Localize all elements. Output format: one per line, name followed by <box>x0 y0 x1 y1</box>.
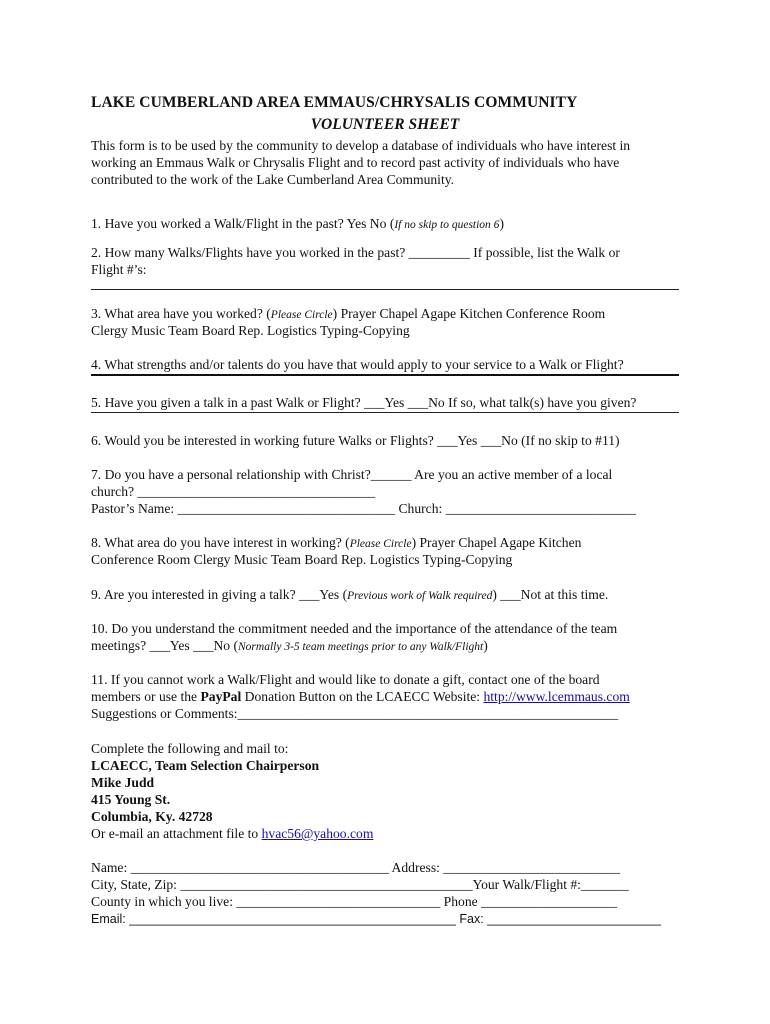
question-10-note: Normally 3-5 team meetings prior to any Walk/Flight <box>238 641 484 653</box>
question-5: 5. Have you given a talk in a past Walk or Flight? ___Yes ___No If so, what talk(s) have you given? <box>91 395 637 410</box>
question-11-line-2 <box>91 688 630 705</box>
question-10-pre: meetings? ___Yes ___No ( <box>91 638 239 653</box>
email-fax-field: Email: _______________________________________________ Fax: _________________________ <box>91 912 661 926</box>
email-line <box>91 825 373 842</box>
question-11-pre: members or use the <box>91 689 201 704</box>
question-1-close: ) <box>499 216 504 231</box>
page-subtitle: VOLUNTEER SHEET <box>310 116 460 133</box>
question-3-line-2: Clergy Music Team Board Rep. Logistics Typing-Copying <box>91 323 410 338</box>
question-10-line-2 <box>91 637 488 656</box>
answer-line-q4 <box>91 374 679 376</box>
email-pre: Or e-mail an attachment file to <box>91 826 262 841</box>
question-8-post: ) Prayer Chapel Agape Kitchen <box>411 535 582 550</box>
question-1 <box>91 215 504 234</box>
question-6: 6. Would you be interested in working future Walks or Flights? ___Yes ___No (If no skip to #11) <box>91 433 620 448</box>
question-9-post: ) ___Not at this time. <box>492 587 609 602</box>
email-link[interactable]: hvac56@yahoo.com <box>261 826 374 841</box>
question-3-note: Please Circle <box>270 309 333 321</box>
question-3-pre: 3. What area have you worked? ( <box>91 306 271 321</box>
question-10-post: ) <box>483 638 488 653</box>
page-title: LAKE CUMBERLAND AREA EMMAUS/CHRYSALIS COMMUNITY <box>91 94 578 111</box>
question-7-line-3: Pastor’s Name: ________________________________ Church: ____________________________ <box>91 501 636 516</box>
question-11-line-1: 11. If you cannot work a Walk/Flight and would like to donate a gift, contact one of the board <box>91 672 600 687</box>
question-9 <box>91 586 608 605</box>
answer-line-q2 <box>91 289 679 290</box>
question-4: 4. What strengths and/or talents do you have that would apply to your service to a Walk or Flight? <box>91 357 624 372</box>
county-phone-field: County in which you live: ______________________________ Phone ____________________ <box>91 894 617 909</box>
question-7-line-1: 7. Do you have a personal relationship with Christ?______ Are you an active member of a local <box>91 467 613 482</box>
intro-line-3: contributed to the work of the Lake Cumberland Area Community. <box>91 172 455 187</box>
question-2-line-1: 2. How many Walks/Flights have you worked in the past? _________ If possible, list the Walk or <box>91 245 620 260</box>
question-3-post: ) Prayer Chapel Agape Kitchen Conference Room <box>332 306 606 321</box>
website-link[interactable]: http://www.lcemmaus.com <box>483 689 630 704</box>
mail-city: Columbia, Ky. 42728 <box>91 809 213 824</box>
city-walk-field: City, State, Zip: ___________________________________________Your Walk/Flight #:_______ <box>91 877 629 892</box>
question-8-pre: 8. What area do you have interest in working? ( <box>91 535 350 550</box>
question-7-line-2: church? ___________________________________ <box>91 484 376 499</box>
paypal-label: PayPal <box>200 689 242 704</box>
question-2-line-2: Flight #’s: <box>91 262 147 277</box>
suggestions-line: Suggestions or Comments:________________________________________________________ <box>91 706 619 721</box>
question-11-mid: Donation Button on the LCAECC Website: <box>241 689 484 704</box>
intro-line-2: working an Emmaus Walk or Chrysalis Flight and to record past activity of individuals who have <box>91 155 620 170</box>
intro-line-1: This form is to be used by the community to develop a database of individuals who have interest in <box>91 138 631 153</box>
question-8-line-2: Conference Room Clergy Music Team Board Rep. Logistics Typing-Copying <box>91 552 513 567</box>
question-1-text: 1. Have you worked a Walk/Flight in the past? Yes No ( <box>91 216 395 231</box>
mail-intro: Complete the following and mail to: <box>91 741 289 756</box>
question-9-pre: 9. Are you interested in giving a talk? ___Yes ( <box>91 587 348 602</box>
question-9-note: Previous work of Walk required <box>347 590 493 602</box>
question-1-note: If no skip to question 6 <box>394 219 500 231</box>
mail-street: 415 Young St. <box>91 792 171 807</box>
question-10-line-1: 10. Do you understand the commitment needed and the importance of the attendance of the team <box>91 621 618 636</box>
answer-line-q5 <box>91 412 679 413</box>
mail-org: LCAECC, Team Selection Chairperson <box>91 758 320 773</box>
name-address-field: Name: ______________________________________ Address: __________________________ <box>91 860 621 875</box>
question-8-note: Please Circle <box>349 538 412 550</box>
mail-name: Mike Judd <box>91 775 155 790</box>
